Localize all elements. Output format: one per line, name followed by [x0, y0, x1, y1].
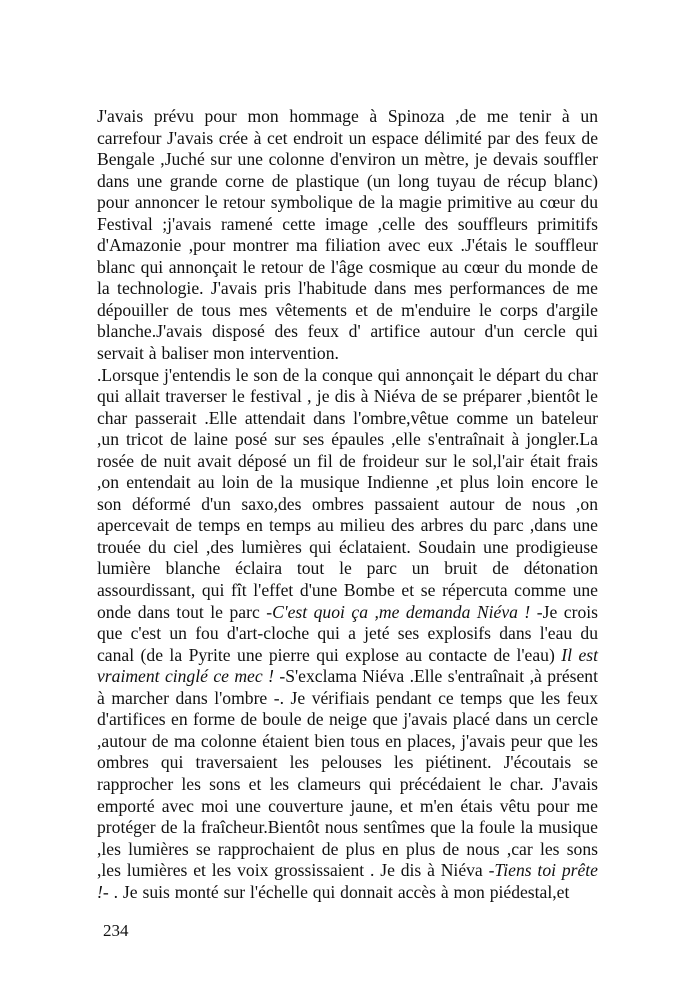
text-block: [97, 106, 598, 903]
text-segment-italic: -Tiens toi prête !-: [97, 860, 598, 902]
text-segment: -S'exclama Niéva .Elle s'entraînait ,à présent à marcher dans l'ombre -. Je vérifiais pendant ce temps que les feux d'artifices en forme de boule de neige que j'avais placé dans un cercle ,autour de ma colonne étaient bien tous en places, j'avais peur que les ombres qui traversaient les pelouses les piétinent. J'écoutais se rapprocher les sons et les clameurs qui précédaient le char. J'avais emporté avec moi une couverture jaune, et m'en étais vêtu pour me protéger de la fraîcheur.Bientôt nous sentîmes que la foule la musique ,les lumières se rapprochaient de plus en plus de nous ,car les sons ,les lumières et les voix grossissaient . Je dis à Niéva: [97, 666, 598, 881]
text-segment: J'avais prévu pour mon hommage à Spinoza ,de me tenir à un carrefour J'avais crée à cet endroit un espace délimité par des feux de Bengale ,Juché sur une colonne d'environ un mètre, je devais souffler dans une grande corne de plastique (un long tuyau de récup blanc) pour annoncer le retour symbolique de la magie primitive au cœur du Festival ;j'avais ramené cette image ,celle des souffleurs primitifs d'Amazonie ,pour montrer ma filiation avec eux .J'étais le souffleur blanc qui annonçait le retour de l'âge cosmique au cœur du monde de la technologie. J'avais pris l'habitude dans mes performances de me dépouiller de tous mes vêtements et de m'enduire le corps d'argile blanche.J'avais disposé des feux d' artifice autour d'un cercle qui servait à baliser mon intervention.: [97, 106, 598, 364]
text-segment-italic: Il est vraiment cinglé ce mec !: [97, 644, 598, 687]
text-segment: .Lorsque j'entendis le son de la conque qui annonçait le départ du char qui allait traverser le festival , je dis à Niéva de se préparer ,bientôt le char passerait .Elle attendait dans l'ombre,vêtue comme un bateleur ,un tricot de laine posé sur ses épaules ,elle s'entraînait à jongler.La rosée de nuit avait déposé un fil de froideur sur le sol,l'air était frais ,on entendait au loin de la musique Indienne ,et plus loin encore le son déformé d'un saxo,des ombres passaient autour de nous ,on apercevait de temps en temps au milieu des arbres du parc ,dans une trouée du ciel ,des lumières qui éclataient. Soudain une prodigieuse lumière blanche éclaira tout le parc un bruit de détonation assourdissant, qui fît l'effet d'une Bombe et se répercuta comme une onde dans tout le parc: [97, 364, 598, 622]
text-segment: -Je crois que c'est un fou d'art-cloche qui a jeté ses explosifs dans l'eau du canal (de la Pyrite une pierre qui explose au contacte de l'eau): [97, 601, 598, 665]
text-segment-italic: -C'est quoi ça ,me demanda Niéva !: [266, 601, 537, 622]
text-segment: . Je suis monté sur l'échelle qui donnait accès à mon piédestal,et: [113, 881, 570, 902]
paragraph-1: [97, 106, 598, 365]
page-number: 234: [103, 921, 129, 940]
paragraph-2: [97, 365, 598, 904]
